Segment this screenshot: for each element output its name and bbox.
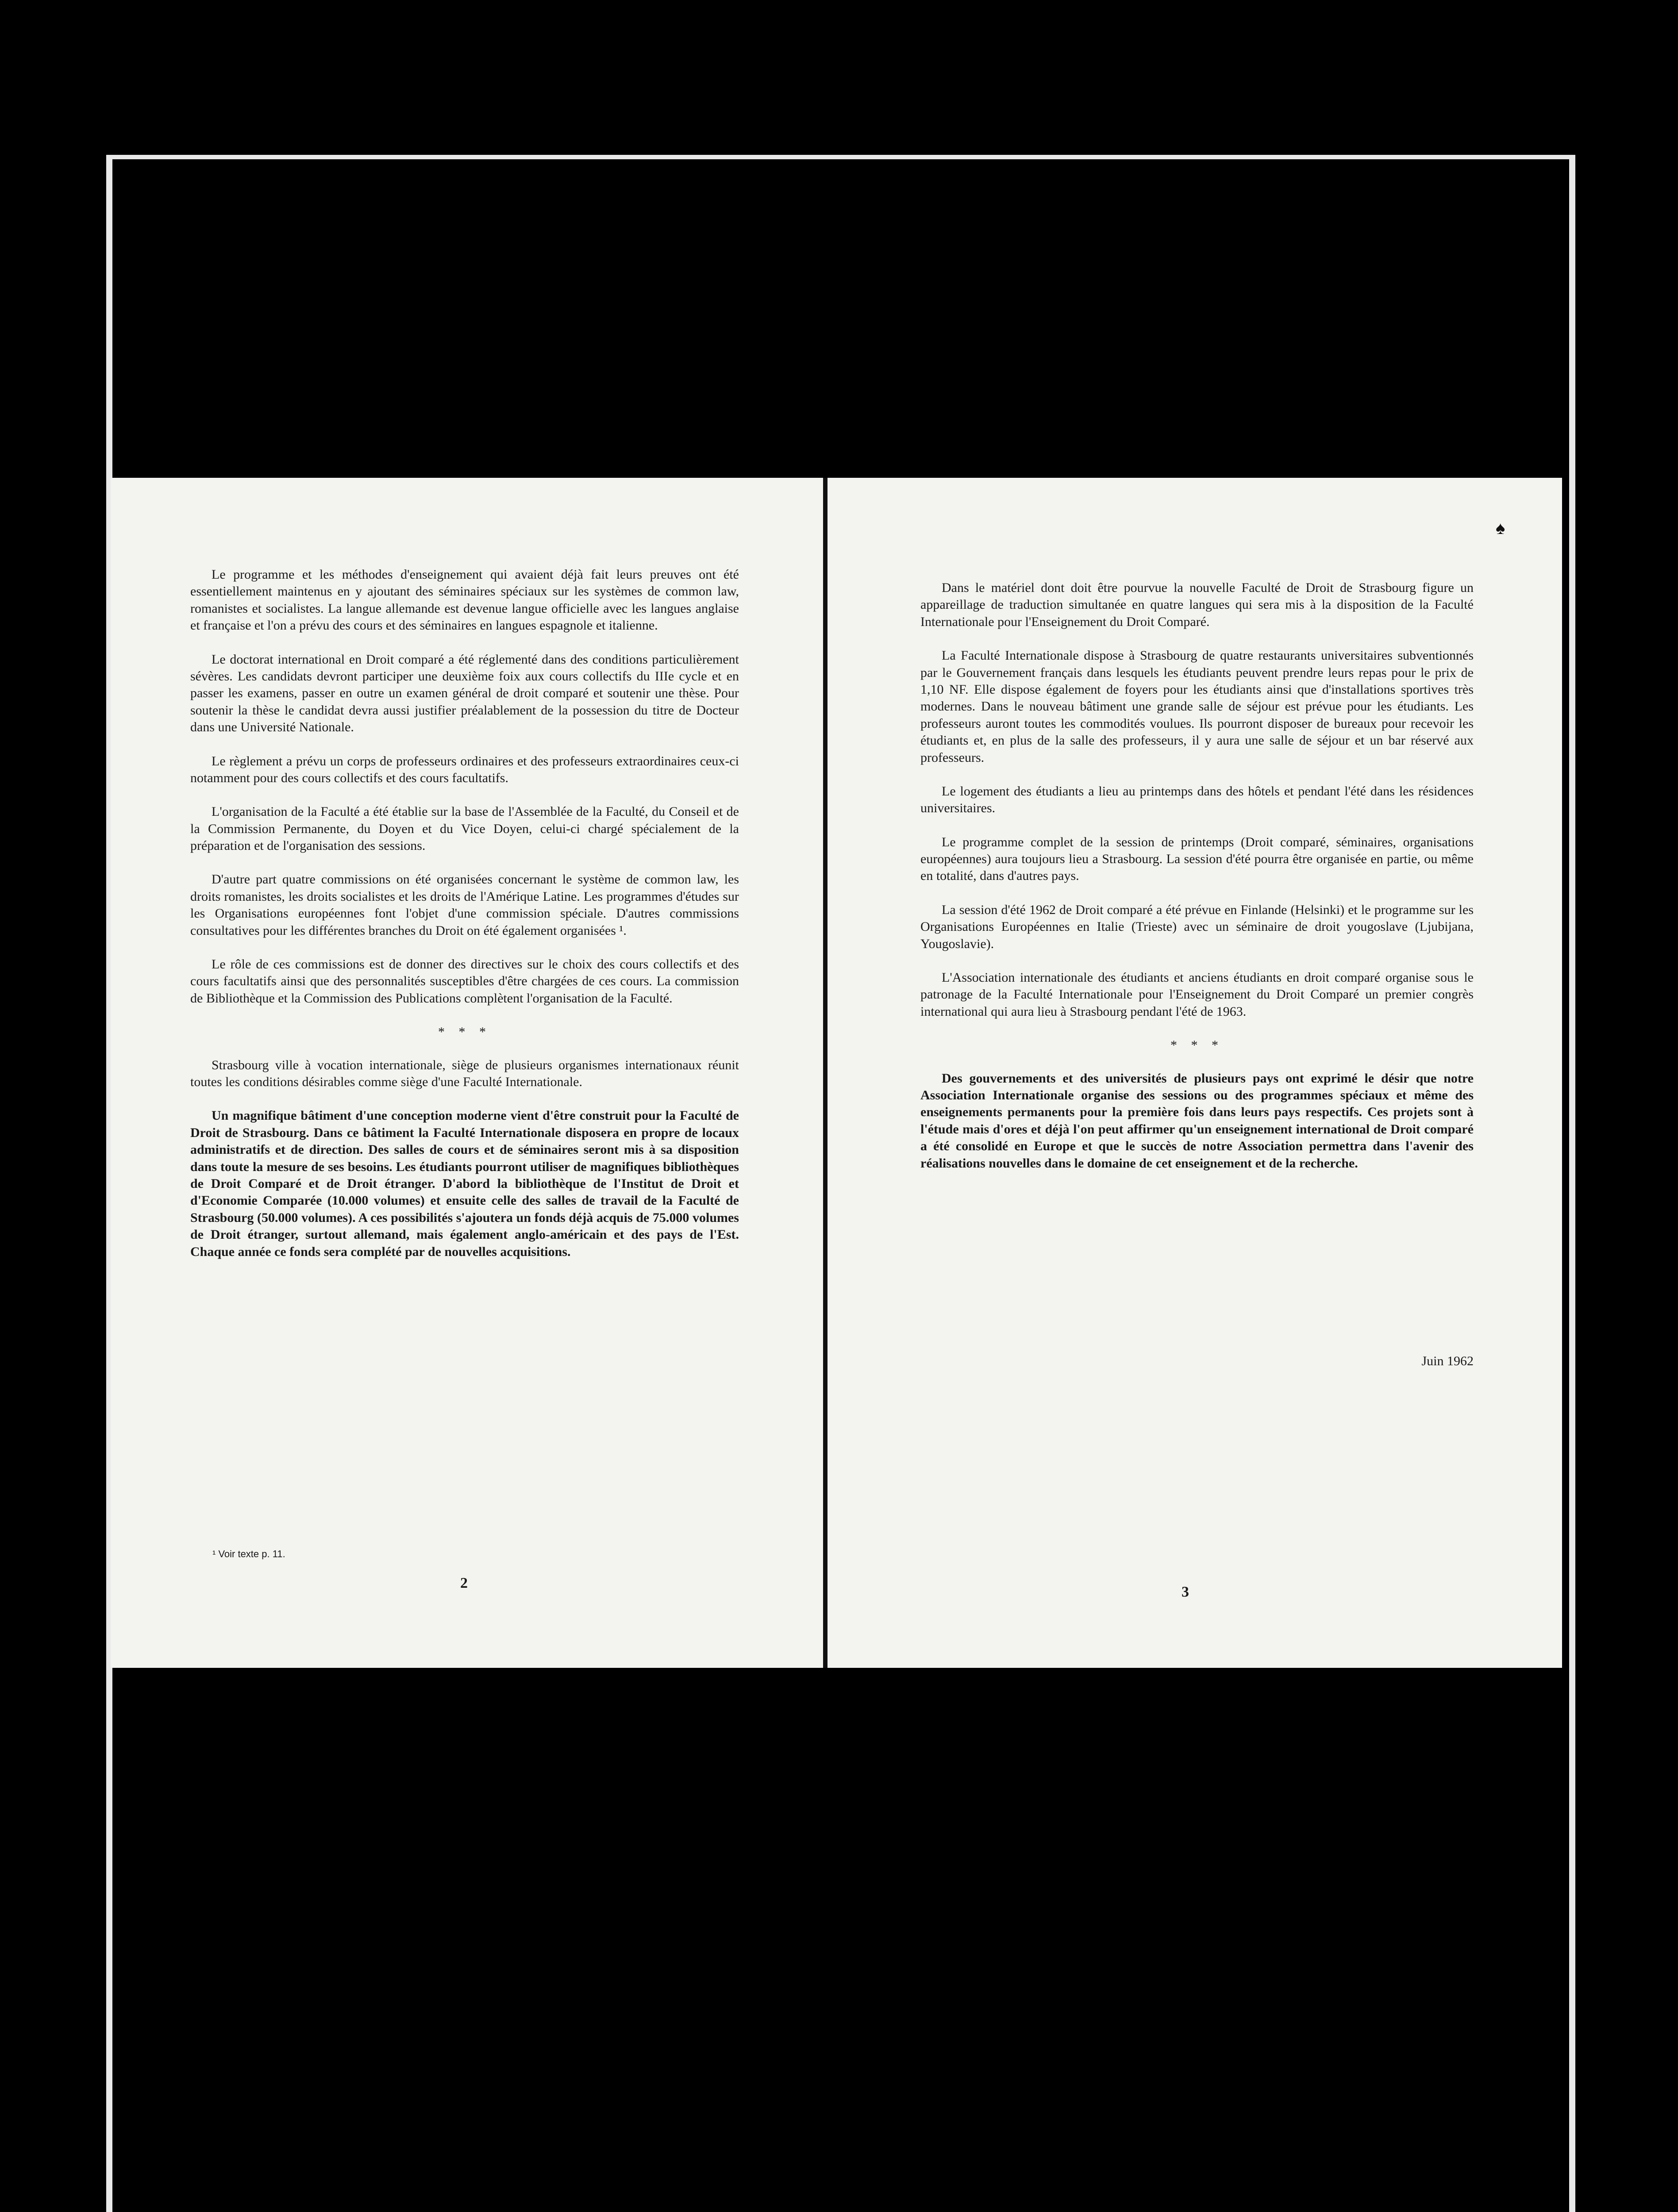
left-paragraph: L'organisation de la Faculté a été établie sur la base de l'Assemblée de la Faculté, du Conseil et de la Commission Permanente, du Doyen et du Vice Doyen, celui-ci chargé spécialement de la préparation et de l'organisation des sessions. — [190, 804, 739, 853]
page-gutter — [823, 478, 827, 1668]
right-page — [827, 478, 1562, 1668]
footnote: ¹ Voir texte p. 11. — [212, 1548, 285, 1559]
right-paragraph: L'Association internationale des étudiants et anciens étudiants en droit comparé organise sous le patronage de la Faculté Internationale pour l'Enseignement du Droit Comparé un premier congrès international qui aura lieu à Strasbourg pendant l'été de 1963. — [920, 970, 1474, 1019]
right-page-text — [920, 580, 1474, 1189]
left-page-text — [190, 566, 739, 1277]
left-paragraph: Le rôle de ces commissions est de donner des directives sur le choix des cours collectifs et des cours facultatifs ainsi que des personnalités susceptibles d'être chargées de ces cours. La commission de Bibliothèque et la Commission des Publications complètent l'organisation de la Faculté. — [190, 957, 739, 1006]
document-date: Juin 1962 — [1421, 1354, 1474, 1368]
left-paragraph: Un magnifique bâtiment d'une conception moderne vient d'être construit pour la Faculté de Droit de Strasbourg. Dans ce bâtiment la Faculté Internationale disposera en propre de locaux administratifs et de direction. Des salles de cours et de séminaires seront mis à sa disposition dans toute la mesure de ses besoins. Les étudiants pourront utiliser de magnifiques bibliothèques de Droit Comparé et de Droit étranger. D'abord la bibliothèque de l'Institut de Droit et d'Economie Comparée (10.000 volumes) et ensuite celle des salles de travail de la Faculté de Strasbourg (50.000 volumes). A ces possibilités s'ajoutera un fonds déjà acquis de 75.000 volumes de Droit étranger, surtout allemand, mais également anglo-américain et des pays de l'Est. Chaque année ce fonds sera complété par de nouvelles acquisitions. — [190, 1108, 739, 1259]
right-paragraph: Le logement des étudiants a lieu au printemps dans des hôtels et pendant l'été dans les résidences universitaires. — [920, 783, 1474, 816]
right-paragraph: La Faculté Internationale dispose à Strasbourg de quatre restaurants universitaires subventionnés par le Gouvernement français dans lesquels les étudiants peuvent prendre leurs repas pour le prix de 1,10 NF. Elle dispose également de foyers pour les étudiants ainsi que d'installations sportives très modernes. Dans le nouveau bâtiment une grande salle de séjour est prévue pour les étudiants. Les professeurs auront toutes les commodités voulues. Ils pourront disposer de bureaux pour recevoir les étudiants et, en plus de la salle des professeurs, il y aura une salle de séjour et un bar réservé aux professeurs. — [920, 648, 1474, 765]
page-number: 2 — [460, 1575, 468, 1591]
left-page — [111, 478, 823, 1668]
right-paragraph: La session d'été 1962 de Droit comparé a été prévue en Finlande (Helsinki) et le programme sur les Organisations Européennes en Italie (Trieste) avec un séminaire de droit yougoslave (Ljubijana, Yougoslavie). — [920, 902, 1474, 951]
page-number: 3 — [1182, 1584, 1189, 1600]
left-paragraph: Le programme et les méthodes d'enseignement qui avaient déjà fait leurs preuves ont été essentiellement maintenus en y ajoutant des séminaires spéciaux sur les systèmes de common law, romanistes et socialistes. La langue allemande est devenue langue officielle avec les langues anglaise et française et l'on a prévu des cours et des séminaires en langues espagnole et italienne. — [190, 567, 739, 633]
closing-paragraph: Des gouvernements et des universités de plusieurs pays ont exprimé le désir que notre Association Internationale organise des sessions ou des programmes spéciaux et même des enseignements permanents pour la première fois dans leurs pays respectifs. Ces projets sont à l'étude mais d'ores et déjà l'on peut affirmer qu'un enseignement international de Droit comparé a été consolidé en Europe et que le succès de notre Association permettra dans l'avenir des réalisations nouvelles dans le domaine de cet enseignement et de la recherche. — [920, 1071, 1474, 1171]
left-paragraph: Strasbourg ville à vocation internationale, siège de plusieurs organismes internationaux réunit toutes les conditions désirables comme siège d'une Faculté Internationale. — [190, 1057, 739, 1089]
corner-mark-icon: ♠ — [1496, 518, 1505, 538]
section-separator: * * * — [438, 1025, 491, 1040]
right-paragraph: Dans le matériel dont doit être pourvue la nouvelle Faculté de Droit de Strasbourg figure un appareillage de traduction simultanée en quatre langues qui sera mis à la disposition de la Faculté Internationale pour l'Enseignement du Droit Comparé. — [920, 580, 1474, 629]
left-paragraph: D'autre part quatre commissions on été organisées concernant le système de common law, les droits romanistes, les droits socialistes et les droits de l'Amérique Latine. Les programmes d'études sur les Organisations européennes font l'objet d'une commission spéciale. D'autres commissions consultatives pour les différentes branches du Droit on été également organisées ¹. — [190, 872, 739, 938]
left-paragraph: Le doctorat international en Droit comparé a été réglementé dans des conditions particulièrement sévères. Les candidats devront participer une deuxième foix aux cours collectifs du IIIe cycle et en passer les examens, passer en outre un examen général de droit comparé et soutenir une thèse. Pour soutenir la thèse le candidat devra aussi justifier préalablement de la possession du titre de Docteur dans une Université Nationale. — [190, 652, 739, 735]
section-separator: * * * — [1170, 1038, 1224, 1053]
left-paragraph: Le règlement a prévu un corps de professeurs ordinaires et des professeurs extraordinaires ceux-ci notamment pour des cours collectifs et des cours facultatifs. — [190, 753, 739, 785]
right-paragraph: Le programme complet de la session de printemps (Droit comparé, séminaires, organisations européennes) aura toujours lieu a Strasbourg. La session d'été pourra être organisée en partie, ou même en totalité, dans d'autres pays. — [920, 834, 1474, 883]
